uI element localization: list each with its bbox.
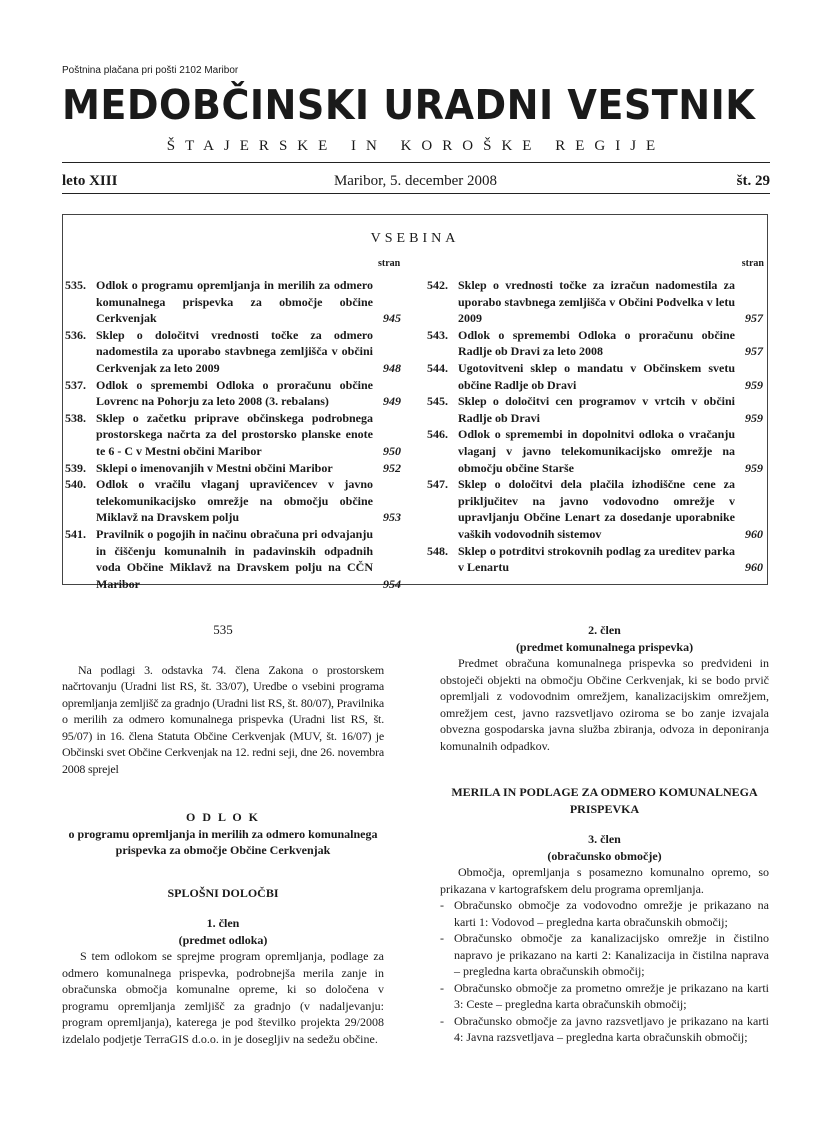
toc-right-column — [427, 277, 765, 576]
toc-entry-title: Sklepi o imenovanjih v Mestni občini Maribor — [96, 460, 333, 475]
toc-entry-number: 540. — [65, 477, 86, 492]
toc-entry-page: 959 — [745, 460, 763, 475]
toc-entry-title: Sklep o začetku priprave občinskega podrobnega prostorskega načrta za del prostorsko planske enote te 6 - C v Mestni občini Maribor — [96, 410, 373, 458]
issue-date: Maribor, 5. december 2008 — [333, 173, 498, 189]
toc-entry-title: Sklep o določitvi dela plačila izhodiščne cene za priključitev na javno vodovodno omrežje v upravljanju Občine Lenart za dosedanje uporabnike vaških vodovodnih sistemov — [458, 477, 735, 541]
header-rule-top — [62, 162, 770, 163]
toc-entry-page: 945 — [383, 311, 401, 326]
right-text-column — [440, 622, 769, 1046]
toc-entry-number: 548. — [427, 543, 448, 558]
toc-page-label-left: stran — [378, 258, 401, 269]
article-3-title: 3. člen — [588, 832, 621, 846]
issue-number: št. 29 — [736, 173, 770, 189]
toc-entry-title: Sklep o potrditvi strokovnih podlag za ureditev parka v Lenartu — [458, 543, 735, 575]
toc-entry[interactable] — [427, 543, 765, 576]
toc-entry-title: Pravilnik o pogojih in načinu obračuna pri odvajanju in čiščenju komunalnih in padavinskih odpadnih voda Občine Miklavž na Dravskem polju na CČN Maribor — [96, 526, 373, 591]
toc-entry-page: 949 — [383, 394, 401, 409]
toc-entry-title: Sklep o vrednosti točke za izračun nadomestila za uporabo stavbnega zemljišča v Občini Podvelka v letu 2009 — [458, 278, 735, 326]
article-3-subtitle: (obračunsko območje) — [547, 848, 662, 863]
toc-entry-page: 959 — [745, 377, 763, 392]
list-item: - Obračunsko območje za vodovodno omrežje je prikazano na karti 1: Vodovod – pregledna karta obračunskih območij; — [440, 897, 769, 930]
toc-entry-page: 953 — [383, 510, 401, 525]
postage-note: Poštnina plačana pri pošti 2102 Maribor — [62, 65, 239, 76]
toc-entry-page: 957 — [745, 344, 763, 359]
toc-entry-number: 543. — [427, 327, 448, 342]
toc-entry-title: Odlok o spremembi in dopolnitvi odloka o vračanju vlaganj v javno telekomunikacijsko omrežje na območju občine Starše — [458, 427, 735, 475]
odlok-subtitle: o programu opremljanja in merilih za odmero komunalnega prispevka za območje Občine Cerkvenjak — [68, 826, 378, 857]
toc-entry-number: 535. — [65, 278, 86, 292]
section-heading-criteria: MERILA IN PODLAGE ZA ODMERO KOMUNALNEGA PRISPEVKA — [451, 785, 758, 816]
masthead-title: MEDOBČINSKI URADNI VESTNIK — [62, 81, 756, 129]
toc-entry-number: 539. — [65, 460, 86, 475]
toc-left-column — [65, 277, 403, 592]
article-2-title: 2. člen — [588, 623, 621, 637]
toc-entry-title: Sklep o določitvi vrednosti točke za odmero nadomestila za uporabo stavbnega zemljišča v občini Cerkvenjak za leto 2009 — [96, 327, 373, 375]
header-rule-bottom — [62, 193, 770, 194]
toc-entry-title: Odlok o spremembi Odloka o proračunu občine Lovrenc na Pohorju za leto 2008 (3. rebalans) — [96, 377, 373, 409]
toc-entry[interactable] — [427, 277, 765, 327]
list-item: - Obračunsko območje za kanalizacijsko omrežje in čistilno napravo je prikazano na karti 2: Kanalizacija in čistilna naprava – pregledna karta obračunskih območij; — [440, 930, 769, 980]
toc-entry-number: 546. — [427, 427, 448, 442]
toc-entry-number: 541. — [65, 526, 86, 541]
toc-entry[interactable] — [427, 327, 765, 360]
toc-title: VSEBINA — [370, 231, 460, 246]
toc-entry[interactable] — [65, 460, 403, 477]
toc-entry-number: 544. — [427, 360, 448, 375]
toc-entry[interactable] — [65, 526, 403, 592]
preamble-text: Na podlagi 3. odstavka 74. člena Zakona o prostorskem načrtovanju (Uradni list RS, št. 33/07), Uredbe o vsebini programa opremljanja zemljišč za gradnjo (Uradni list RS, št. 80/07), Pravilnika o merilih za odmero komunalnega prispevka (Uradni list RS, št. 95/07) in 16. člena Statuta Občine Cerkvenjak (MUV, št. 16/07) je Občinski svet Občine Cerkvenjak na 12. redni seji, dne 26. novembra 2008 sprejel — [62, 662, 384, 776]
toc-entry[interactable] — [65, 476, 403, 526]
article-2-subtitle: (predmet komunalnega prispevka) — [515, 639, 694, 654]
toc-entry[interactable] — [427, 476, 765, 542]
toc-entry-number: 545. — [427, 394, 448, 409]
toc-entry-number: 542. — [427, 278, 448, 292]
section-heading-general: SPLOŠNI DOLOČBI — [167, 885, 279, 900]
toc-entry-title: Odlok o vračilu vlaganj upravičencev v javno telekomunikacijsko omrežje na območju občine Miklavž na Dravskem polju — [96, 477, 373, 525]
toc-entry-title: Odlok o spremembi Odloka o proračunu občine Radlje ob Dravi za leto 2008 — [458, 327, 735, 359]
document-number: 535 — [213, 622, 233, 637]
article-2-text: Predmet obračuna komunalnega prispevka so predvideni in obstoječi objekti na območju Občine Cerkvenjak, ki se bodo prvič opremljali z vodovodnim omrežjem, kanalizacijskim omrežjem, omrežjem cest, javno razsvetljavo oziroma se bo zanje izvajala obvezna gospodarska javna služba zbiranja, odvoza in deponiranja komunalnih odpadkov. — [440, 656, 769, 753]
toc-entry-page: 950 — [383, 443, 401, 458]
toc-entry-number: 547. — [427, 477, 448, 492]
left-text-column — [62, 622, 384, 1047]
toc-entry[interactable] — [65, 327, 403, 377]
odlok-title: O D L O K — [185, 810, 260, 824]
toc-entry-title: Ugotovitveni sklep o mandatu v Občinskem svetu občine Radlje ob Dravi — [458, 360, 735, 392]
toc-entry-page: 954 — [383, 576, 401, 591]
table-of-contents — [62, 214, 768, 591]
issue-year: leto XIII — [62, 173, 118, 189]
article-1-text: S tem odlokom se sprejme program opremljanja, podlage za odmero komunalnega prispevka, podrobnejša merila zanje in obračunska območja komunalne opreme, ki so določena v programu opremljanja zemljišč za gradnjo (v nadaljevanju: program opremljanja), katerega je pod številko projekta 29/2008 izdelalo podjetje TerraGIS d.o.o. in je dosegljiv na sedežu občine. — [62, 949, 384, 1046]
toc-entry[interactable] — [427, 393, 765, 426]
toc-entry-page: 957 — [745, 311, 763, 326]
article-1-title: 1. člen — [206, 916, 240, 930]
toc-entry-page: 960 — [745, 560, 763, 575]
toc-entry-page: 948 — [383, 360, 401, 375]
toc-page-label-right: stran — [741, 258, 764, 269]
toc-entry-page: 959 — [745, 410, 763, 425]
toc-entry-title: Odlok o programu opremljanja in merilih za odmero komunalnega prispevka za območje občine Cerkvenjak — [96, 278, 373, 326]
toc-entry-number: 538. — [65, 410, 86, 425]
article-3-text: Območja, opremljanja s posamezno komunalno opremo, so prikazana v kartografskem delu programa opremljanja. — [440, 865, 769, 896]
toc-entry[interactable] — [65, 277, 403, 327]
toc-entry[interactable] — [65, 410, 403, 460]
toc-entry-title: Sklep o določitvi cen programov v vrtcih v občini Radlje ob Dravi — [458, 394, 735, 425]
toc-entry-number: 536. — [65, 327, 86, 342]
obracunska-obmocja-list — [440, 897, 769, 1046]
article-1-subtitle: (predmet odloka) — [178, 932, 268, 947]
toc-entry-number: 537. — [65, 377, 86, 392]
toc-entry-page: 960 — [745, 526, 763, 541]
toc-entry[interactable] — [427, 426, 765, 476]
masthead-subtitle: ŠTAJERSKE IN KOROŠKE REGIJE — [166, 138, 666, 154]
toc-entry[interactable] — [65, 377, 403, 410]
toc-entry-page: 952 — [383, 460, 401, 475]
toc-entry[interactable] — [427, 360, 765, 393]
list-item: - Obračunsko območje za prometno omrežje je prikazano na karti 3: Ceste – pregledna karta obračunskih območij; — [440, 980, 769, 1013]
list-item: - Obračunsko območje za javno razsvetljavo je prikazano na karti 4: Javna razsvetljava – pregledna karta obračunskih območij; — [440, 1013, 769, 1046]
